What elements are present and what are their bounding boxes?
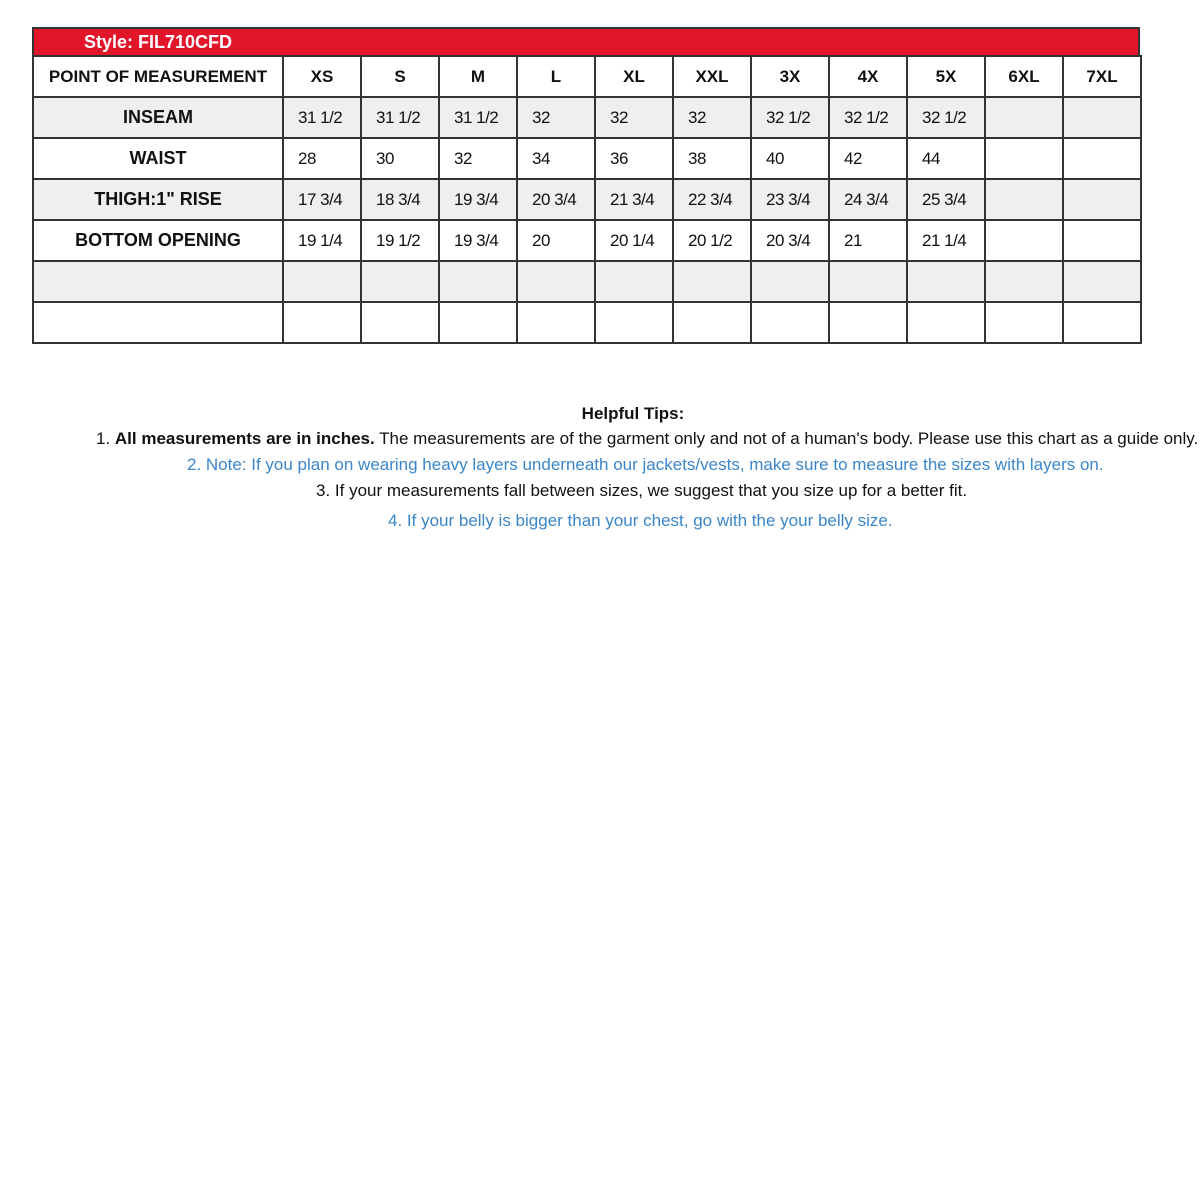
table-cell [439, 261, 517, 302]
table-cell: 34 [517, 138, 595, 179]
table-cell [1063, 138, 1141, 179]
table-cell: 31 1/2 [283, 97, 361, 138]
table-cell [985, 97, 1063, 138]
header-size-m: M [439, 56, 517, 97]
tip-1-bold: All measurements are in inches. [114, 429, 375, 448]
table-cell [1063, 261, 1141, 302]
helpful-tips [0, 402, 1200, 534]
header-size-6xl: 6XL [985, 56, 1063, 97]
table-cell: 32 [517, 97, 595, 138]
table-cell [361, 261, 439, 302]
table-cell [517, 302, 595, 343]
table-cell: 25 3/4 [907, 179, 985, 220]
row-label [33, 261, 283, 302]
table-row [33, 97, 1141, 138]
table-cell: 20 [517, 220, 595, 261]
header-size-xxl: XXL [673, 56, 751, 97]
table-row [33, 220, 1141, 261]
table-row [33, 138, 1141, 179]
table-cell: 21 1/4 [907, 220, 985, 261]
tips-title: Helpful Tips: [581, 404, 685, 423]
table-cell: 32 1/2 [751, 97, 829, 138]
table-cell [751, 261, 829, 302]
table-cell: 21 [829, 220, 907, 261]
tip-1-prefix: 1. [96, 429, 115, 448]
table-cell: 44 [907, 138, 985, 179]
row-label: BOTTOM OPENING [33, 220, 283, 261]
style-banner [32, 27, 1140, 55]
table-cell [985, 220, 1063, 261]
table-cell: 18 3/4 [361, 179, 439, 220]
row-label [33, 302, 283, 343]
table-cell [985, 179, 1063, 220]
table-cell: 17 3/4 [283, 179, 361, 220]
table-cell: 28 [283, 138, 361, 179]
table-cell: 19 3/4 [439, 179, 517, 220]
table-cell: 20 1/4 [595, 220, 673, 261]
header-size-l: L [517, 56, 595, 97]
table-cell: 20 3/4 [751, 220, 829, 261]
row-label: THIGH:1" RISE [33, 179, 283, 220]
header-size-s: S [361, 56, 439, 97]
table-cell [283, 302, 361, 343]
header-size-xl: XL [595, 56, 673, 97]
table-cell: 32 [439, 138, 517, 179]
tip-1-rest: The measurements are of the garment only and not of a human's body. Please use this chart as a guide only. [374, 429, 1199, 448]
table-row [33, 179, 1141, 220]
size-table [32, 55, 1142, 344]
table-cell [517, 261, 595, 302]
header-row [33, 56, 1141, 97]
table-cell [595, 261, 673, 302]
table-cell [907, 302, 985, 343]
table-cell: 32 1/2 [907, 97, 985, 138]
table-cell: 32 [595, 97, 673, 138]
table-cell: 20 1/2 [673, 220, 751, 261]
table-cell [829, 302, 907, 343]
table-cell [985, 138, 1063, 179]
header-size-7xl: 7XL [1063, 56, 1141, 97]
tip-1 [0, 426, 1200, 452]
table-cell [1063, 220, 1141, 261]
table-cell [673, 302, 751, 343]
table-cell: 24 3/4 [829, 179, 907, 220]
row-label: WAIST [33, 138, 283, 179]
table-cell [673, 261, 751, 302]
table-cell [907, 261, 985, 302]
table-cell: 19 1/2 [361, 220, 439, 261]
table-cell [985, 302, 1063, 343]
table-cell [829, 261, 907, 302]
table-cell [361, 302, 439, 343]
table-cell: 30 [361, 138, 439, 179]
table-cell: 21 3/4 [595, 179, 673, 220]
table-cell [439, 302, 517, 343]
table-cell [1063, 179, 1141, 220]
table-cell [1063, 302, 1141, 343]
table-cell: 32 [673, 97, 751, 138]
table-cell: 31 1/2 [439, 97, 517, 138]
table-cell: 19 1/4 [283, 220, 361, 261]
header-size-3x: 3X [751, 56, 829, 97]
size-chart [32, 27, 1140, 344]
header-size-5x: 5X [907, 56, 985, 97]
header-point-of-measurement: POINT OF MEASUREMENT [33, 56, 283, 97]
style-label: Style: FIL710CFD [84, 32, 233, 52]
table-cell [985, 261, 1063, 302]
table-cell: 20 3/4 [517, 179, 595, 220]
table-cell: 42 [829, 138, 907, 179]
table-row [33, 261, 1141, 302]
table-cell [595, 302, 673, 343]
header-size-xs: XS [283, 56, 361, 97]
table-cell [283, 261, 361, 302]
table-cell: 32 1/2 [829, 97, 907, 138]
table-cell: 19 3/4 [439, 220, 517, 261]
table-cell: 40 [751, 138, 829, 179]
table-row [33, 302, 1141, 343]
table-cell [1063, 97, 1141, 138]
header-size-4x: 4X [829, 56, 907, 97]
tip-3: 3. If your measurements fall between sizes, we suggest that you size up for a better fit. [316, 481, 968, 500]
table-cell: 36 [595, 138, 673, 179]
tip-4: 4. If your belly is bigger than your chest, go with the your belly size. [388, 511, 893, 530]
table-cell: 38 [673, 138, 751, 179]
tip-2: 2. Note: If you plan on wearing heavy layers underneath our jackets/vests, make sure to measure the sizes with layers on. [187, 455, 1104, 474]
table-cell [751, 302, 829, 343]
table-cell: 23 3/4 [751, 179, 829, 220]
table-cell: 22 3/4 [673, 179, 751, 220]
row-label: INSEAM [33, 97, 283, 138]
table-cell: 31 1/2 [361, 97, 439, 138]
